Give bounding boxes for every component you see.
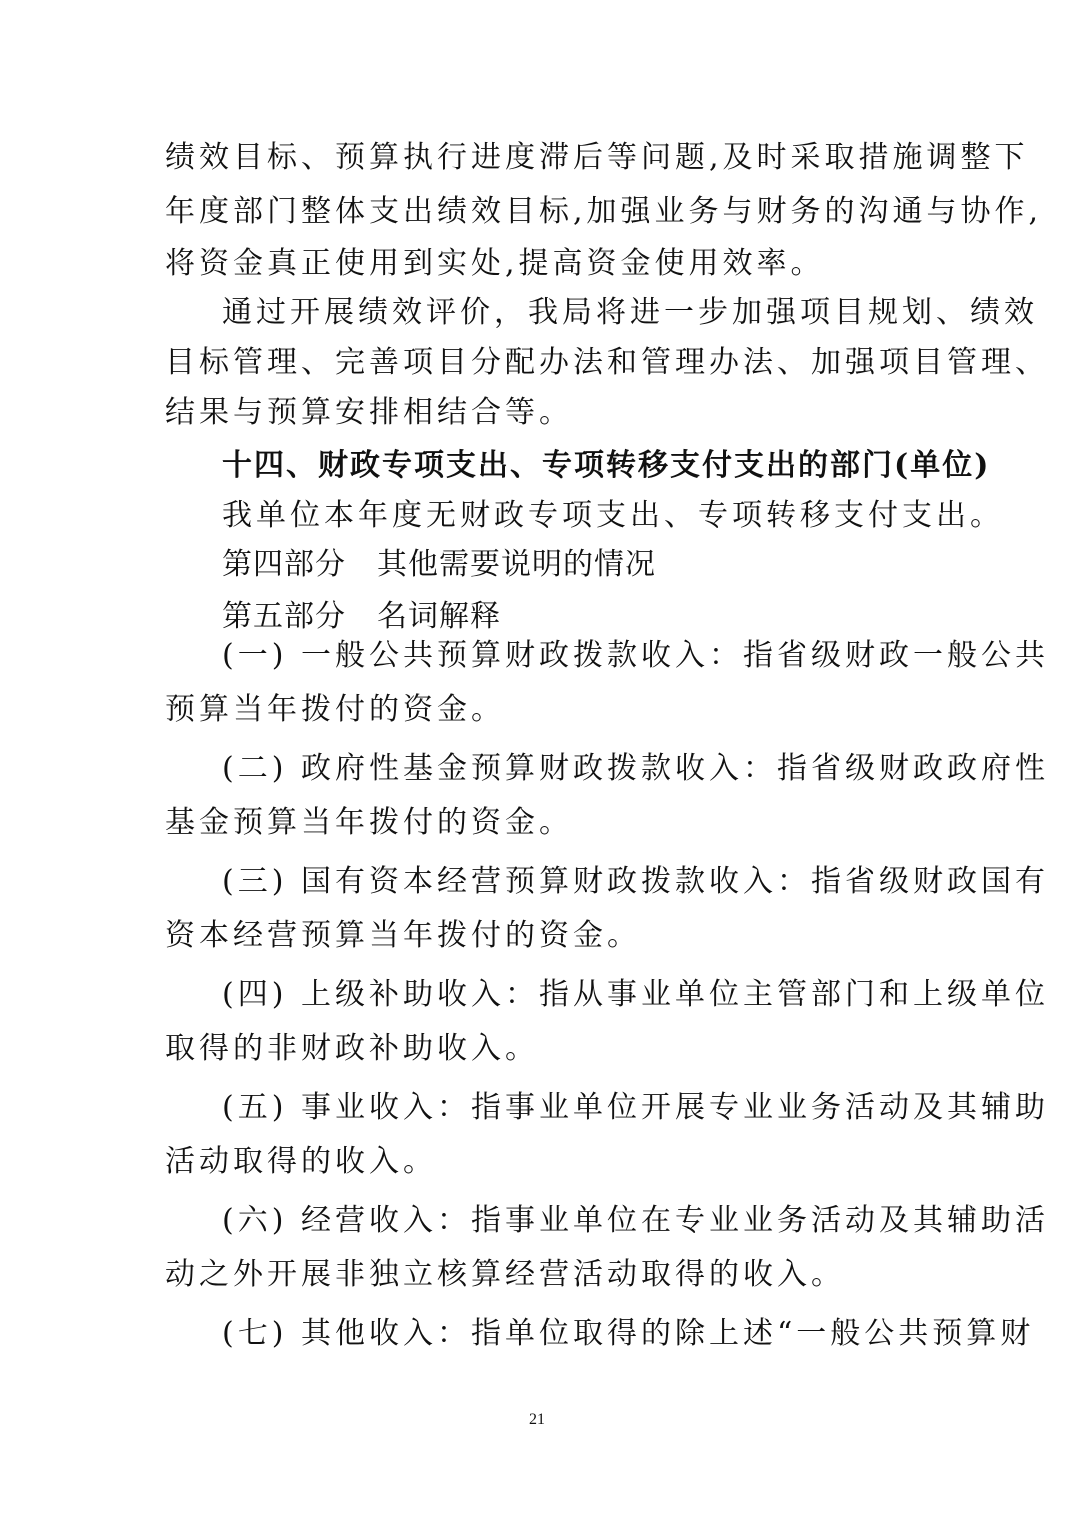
paragraph-line: 将资金真正使用到实处,提高资金使用效率。 (165, 246, 825, 281)
section-text: 我单位本年度无财政专项支出、专项转移支付支出。 (222, 498, 1004, 533)
paragraph-line: 年度部门整体支出绩效目标,加强业务与财务的沟通与协作, (165, 194, 1043, 229)
term-line: 活动取得的收入。 (165, 1144, 437, 1179)
term-line: (二) 政府性基金预算财政拨款收入：指省级财政政府性 (222, 751, 1049, 786)
term-line: 预算当年拨付的资金。 (165, 692, 505, 727)
paragraph-line: 结果与预算安排相结合等。 (165, 395, 573, 430)
term-line: 基金预算当年拨付的资金。 (165, 805, 573, 840)
paragraph-line: 目标管理、完善项目分配办法和管理办法、加强项目管理、 (165, 345, 1049, 380)
paragraph-line: 通过开展绩效评价，我局将进一步加强项目规划、绩效 (222, 295, 1038, 330)
section-heading: 十四、财政专项支出、专项转移支付支出的部门(单位) (222, 448, 991, 483)
term-line: 动之外开展非独立核算经营活动取得的收入。 (165, 1257, 845, 1292)
part-heading: 第五部分 名词解释 (222, 599, 501, 634)
page-number: 21 (529, 1411, 545, 1428)
term-line: (七) 其他收入：指单位取得的除上述“一般公共预算财 (222, 1316, 1035, 1351)
paragraph-line: 绩效目标、预算执行进度滞后等问题,及时采取措施调整下 (165, 140, 1029, 175)
part-heading: 第四部分 其他需要说明的情况 (222, 547, 656, 582)
term-line: (五) 事业收入：指事业单位开展专业业务活动及其辅助 (222, 1090, 1049, 1125)
term-line: 取得的非财政补助收入。 (165, 1031, 539, 1066)
term-line: (六) 经营收入：指事业单位在专业业务活动及其辅助活 (222, 1203, 1049, 1238)
term-line: 资本经营预算当年拨付的资金。 (165, 918, 641, 953)
term-line: (三) 国有资本经营预算财政拨款收入：指省级财政国有 (222, 864, 1049, 899)
term-line: (四) 上级补助收入：指从事业单位主管部门和上级单位 (222, 977, 1049, 1012)
term-line: (一) 一般公共预算财政拨款收入：指省级财政一般公共 (222, 638, 1049, 673)
